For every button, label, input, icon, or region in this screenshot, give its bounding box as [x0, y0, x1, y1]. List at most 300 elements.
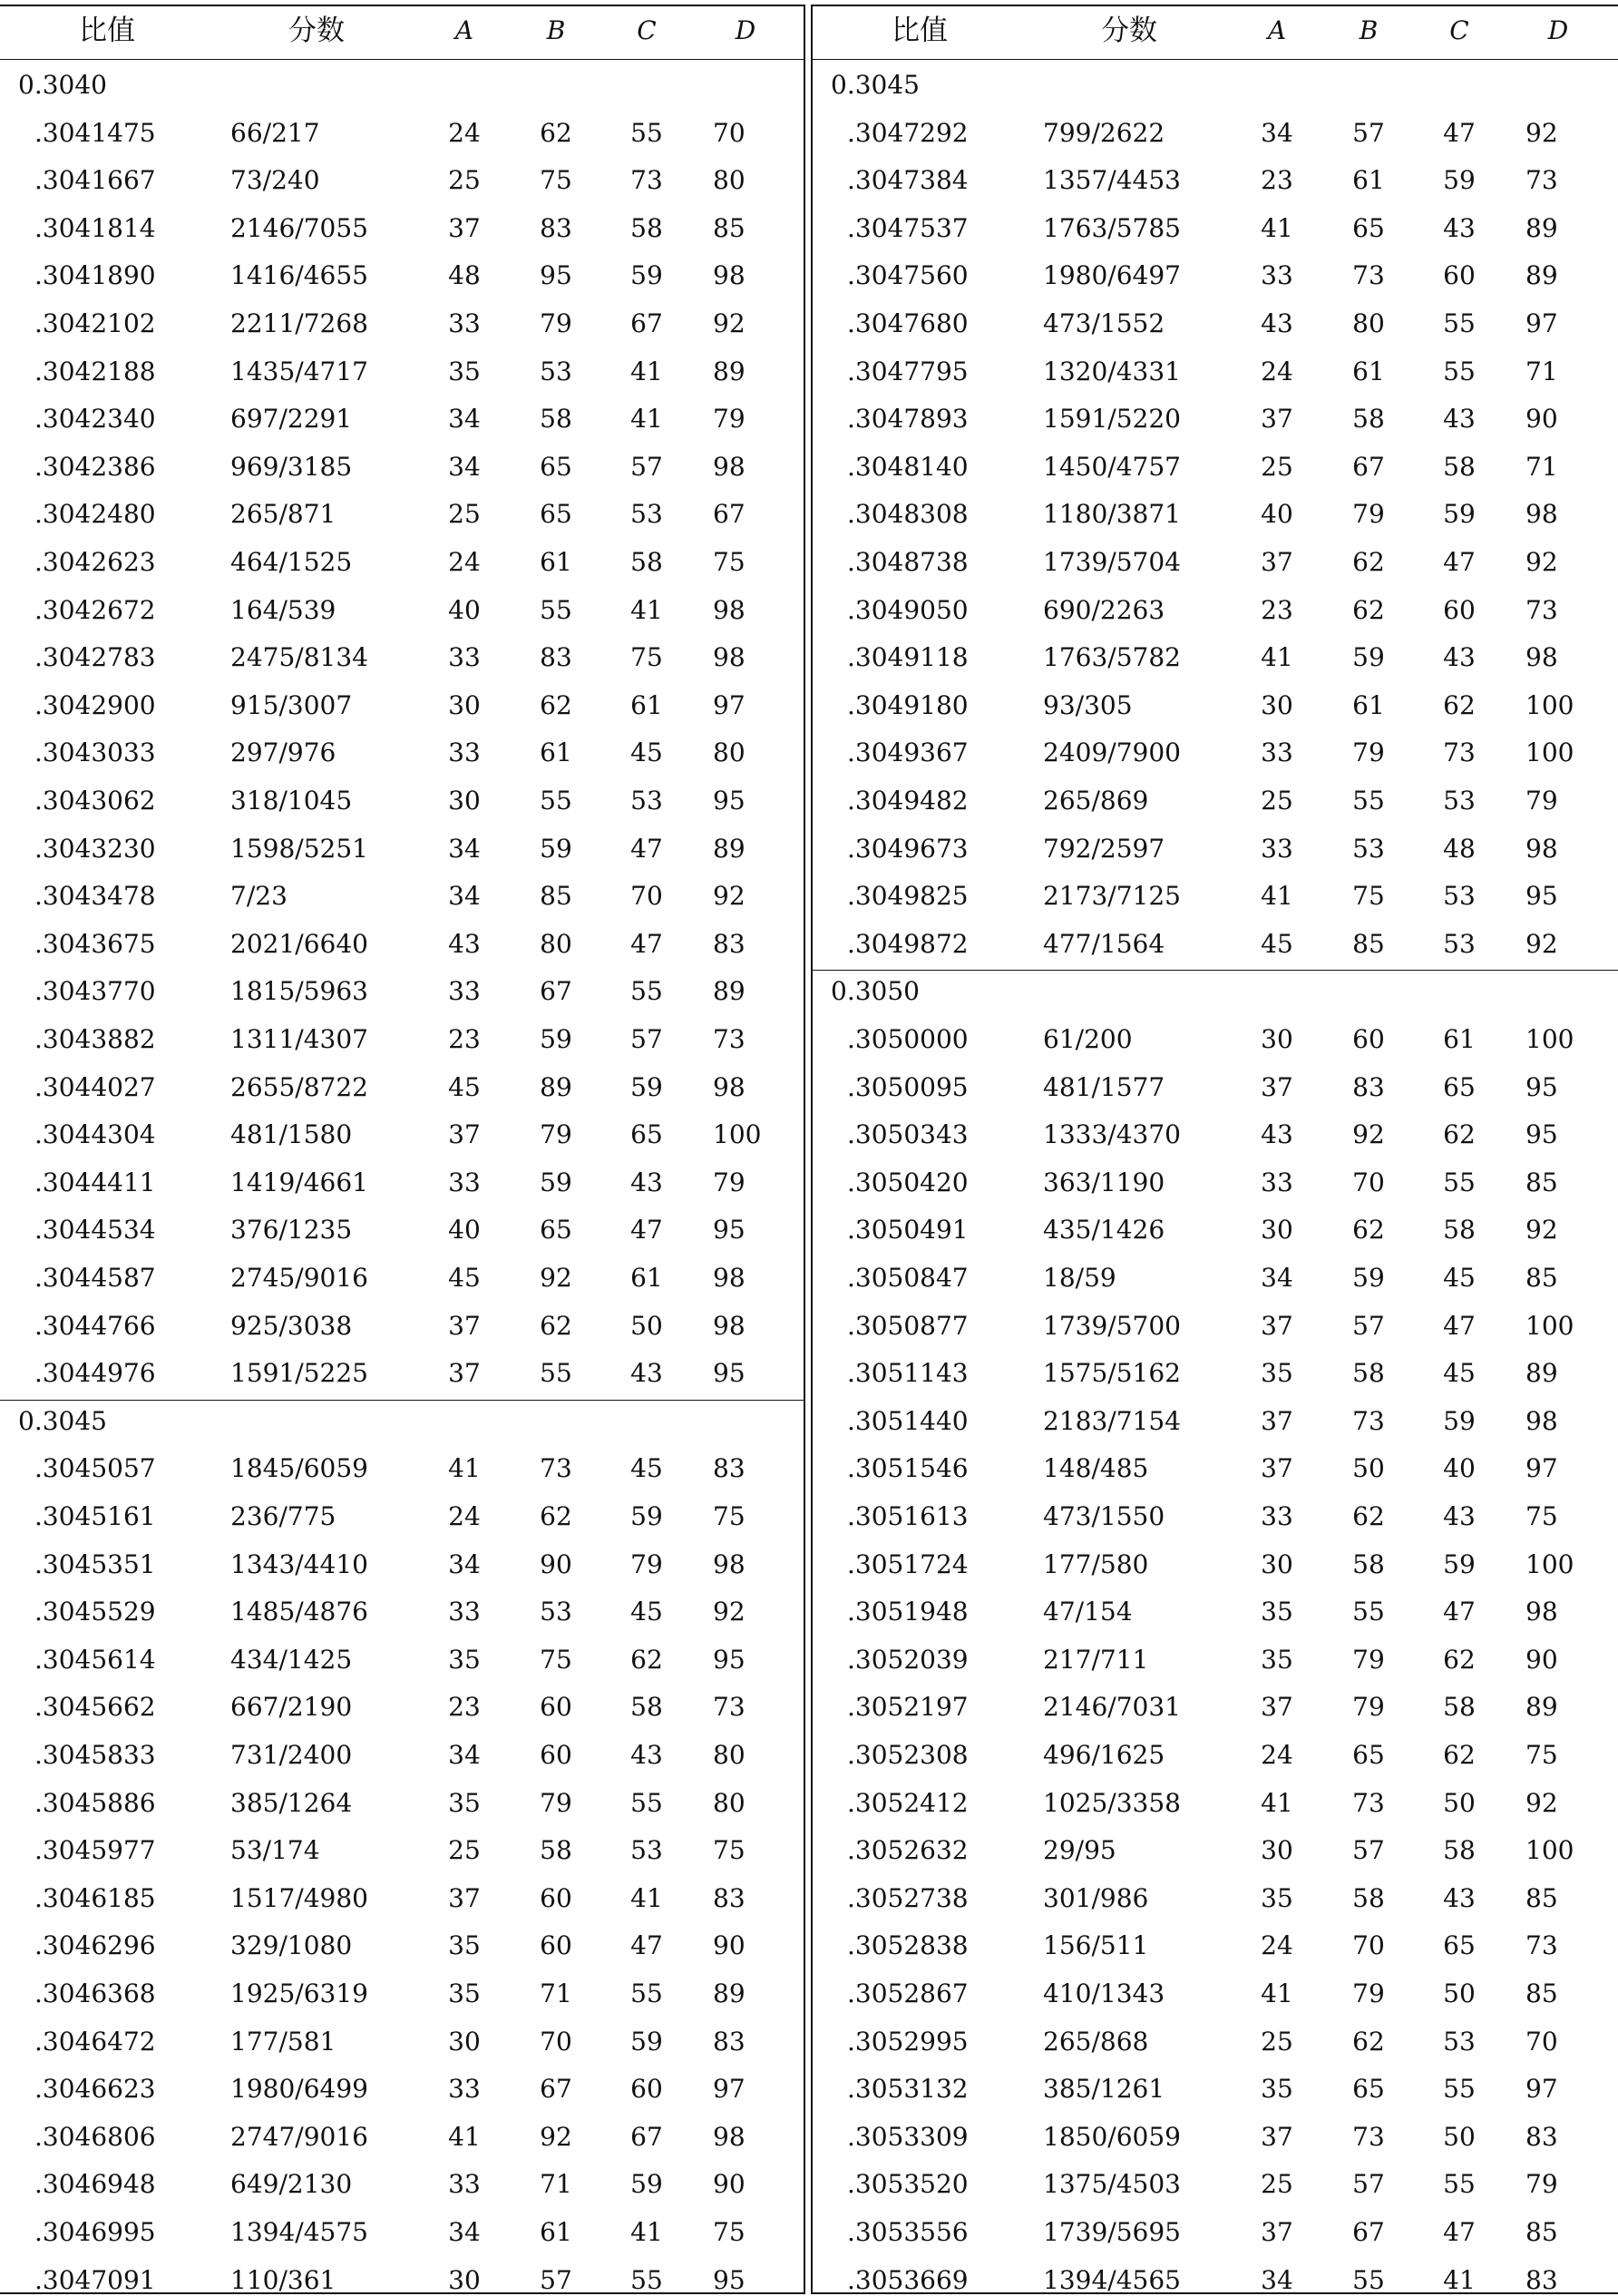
cell-frac: 156/511	[1043, 1930, 1149, 1961]
cell-d: 98	[713, 594, 746, 625]
cell-a: 34	[1261, 1263, 1293, 1293]
cell-c: 65	[1443, 1930, 1476, 1961]
cell-a: 33	[1261, 738, 1293, 768]
cell-frac: 93/305	[1043, 689, 1133, 720]
cell-ratio: .3043675	[34, 928, 156, 959]
cell-c: 45	[630, 738, 663, 768]
cell-d: 85	[1525, 1978, 1558, 2008]
cell-frac: 1763/5782	[1043, 642, 1181, 673]
cell-ratio: .3045614	[34, 1644, 156, 1675]
cell-b: 83	[540, 642, 572, 673]
cell-ratio: .3049050	[847, 594, 969, 625]
cell-frac: 731/2400	[230, 1740, 353, 1770]
cell-c: 59	[1443, 1549, 1476, 1579]
left-table-panel	[0, 0, 805, 2296]
cell-ratio: .3046296	[34, 1930, 156, 1961]
cell-c: 45	[630, 1453, 663, 1484]
cell-c: 62	[1443, 1644, 1476, 1675]
cell-ratio: .3051143	[847, 1358, 969, 1389]
cell-b: 70	[1352, 1930, 1385, 1961]
cell-b: 80	[540, 928, 572, 959]
cell-a: 45	[448, 1071, 481, 1102]
cell-b: 79	[540, 1787, 572, 1818]
cell-b: 80	[1352, 308, 1385, 338]
cell-a: 33	[1261, 1167, 1293, 1197]
cell-a: 41	[1261, 881, 1293, 912]
cell-c: 50	[630, 1310, 663, 1341]
cell-ratio: .3052039	[847, 1644, 969, 1675]
cell-c: 59	[1443, 165, 1476, 196]
cell-a: 41	[448, 1453, 481, 1484]
cell-ratio: .3047795	[847, 356, 969, 386]
table-top-rule	[813, 5, 1618, 6]
cell-b: 58	[1352, 1549, 1385, 1579]
cell-ratio: .3042102	[34, 308, 156, 338]
cell-frac: 1025/3358	[1043, 1787, 1181, 1818]
cell-c: 59	[630, 1071, 663, 1102]
cell-d: 80	[713, 738, 746, 768]
cell-a: 30	[1261, 1549, 1293, 1579]
cell-a: 35	[448, 1787, 481, 1818]
cell-c: 47	[630, 833, 663, 864]
cell-d: 92	[1525, 1787, 1558, 1818]
cell-a: 34	[448, 1740, 481, 1770]
cell-c: 43	[1443, 1501, 1476, 1531]
cell-b: 55	[540, 594, 572, 625]
cell-frac: 1435/4717	[230, 356, 368, 386]
cell-c: 53	[1443, 928, 1476, 959]
cell-frac: 477/1564	[1043, 928, 1165, 959]
cell-c: 47	[1443, 1597, 1476, 1627]
cell-ratio: .3050491	[847, 1215, 969, 1246]
cell-c: 47	[1443, 117, 1476, 148]
cell-b: 62	[540, 117, 572, 148]
cell-d: 67	[713, 499, 746, 530]
column-header-fraction: 分数	[288, 15, 345, 47]
cell-c: 45	[630, 1597, 663, 1627]
cell-a: 30	[448, 786, 481, 816]
cell-b: 79	[540, 1119, 572, 1150]
cell-a: 37	[448, 212, 481, 243]
cell-d: 80	[713, 1740, 746, 1770]
cell-d: 73	[1525, 165, 1558, 196]
cell-frac: 363/1190	[1043, 1167, 1165, 1197]
cell-c: 41	[630, 404, 663, 435]
cell-d: 73	[713, 1024, 746, 1054]
cell-b: 79	[1352, 1644, 1385, 1675]
table-header-rule	[0, 59, 805, 60]
cell-b: 89	[540, 1071, 572, 1102]
cell-frac: 297/976	[230, 738, 336, 768]
cell-d: 79	[713, 404, 746, 435]
cell-frac: 318/1045	[230, 786, 353, 816]
cell-ratio: .3052738	[847, 1882, 969, 1913]
cell-c: 58	[1443, 1215, 1476, 1246]
cell-ratio: .3049825	[847, 881, 969, 912]
cell-b: 73	[1352, 2121, 1385, 2152]
cell-d: 95	[1525, 1119, 1558, 1150]
cell-d: 85	[1525, 1882, 1558, 1913]
cell-a: 37	[1261, 1405, 1293, 1436]
cell-b: 59	[540, 833, 572, 864]
cell-d: 85	[1525, 1167, 1558, 1197]
cell-frac: 799/2622	[1043, 117, 1165, 148]
cell-c: 53	[1443, 2026, 1476, 2057]
cell-a: 43	[1261, 308, 1293, 338]
cell-d: 73	[713, 1692, 746, 1723]
cell-d: 97	[713, 689, 746, 720]
cell-c: 53	[1443, 881, 1476, 912]
cell-ratio: .3046806	[34, 2121, 156, 2152]
cell-ratio: .3052632	[847, 1835, 969, 1866]
cell-d: 90	[1525, 1644, 1558, 1675]
cell-ratio: .3046948	[34, 2169, 156, 2200]
cell-b: 79	[1352, 1978, 1385, 2008]
cell-c: 43	[1443, 212, 1476, 243]
cell-c: 50	[1443, 1978, 1476, 2008]
cell-frac: 2745/9016	[230, 1263, 368, 1293]
cell-ratio: .3047384	[847, 165, 969, 196]
cell-a: 45	[448, 1263, 481, 1293]
cell-d: 95	[713, 1215, 746, 1246]
cell-a: 33	[448, 642, 481, 673]
table-header-rule	[813, 59, 1618, 60]
cell-a: 35	[448, 1930, 481, 1961]
cell-d: 95	[713, 1358, 746, 1389]
cell-d: 95	[713, 2264, 746, 2295]
cell-frac: 2021/6640	[230, 928, 368, 959]
cell-ratio: .3042340	[34, 404, 156, 435]
cell-c: 55	[630, 1787, 663, 1818]
cell-c: 67	[630, 2121, 663, 2152]
cell-c: 58	[1443, 1835, 1476, 1866]
cell-d: 70	[713, 117, 746, 148]
cell-b: 67	[540, 976, 572, 1007]
cell-c: 79	[630, 1549, 663, 1579]
cell-c: 45	[1443, 1358, 1476, 1389]
cell-b: 92	[540, 1263, 572, 1293]
cell-c: 61	[1443, 1024, 1476, 1054]
cell-c: 43	[630, 1740, 663, 1770]
cell-d: 90	[1525, 404, 1558, 435]
column-header-c: C	[1449, 15, 1469, 45]
cell-frac: 1591/5220	[1043, 404, 1181, 435]
cell-frac: 464/1525	[230, 547, 353, 577]
cell-b: 58	[1352, 1882, 1385, 1913]
cell-frac: 473/1552	[1043, 308, 1165, 338]
cell-frac: 376/1235	[230, 1215, 353, 1246]
cell-frac: 385/1261	[1043, 2074, 1165, 2105]
cell-ratio: .3041475	[34, 117, 156, 148]
cell-b: 62	[1352, 547, 1385, 577]
cell-b: 60	[540, 1882, 572, 1913]
cell-frac: 1394/4565	[1043, 2264, 1181, 2295]
cell-ratio: .3046623	[34, 2074, 156, 2105]
cell-frac: 2183/7154	[1043, 1405, 1181, 1436]
cell-b: 73	[1352, 1787, 1385, 1818]
cell-b: 90	[540, 1549, 572, 1579]
cell-ratio: .3042623	[34, 547, 156, 577]
column-header-ratio: 比值	[79, 15, 135, 47]
cell-d: 92	[713, 1597, 746, 1627]
cell-ratio: .3046472	[34, 2026, 156, 2057]
cell-c: 53	[630, 786, 663, 816]
cell-d: 89	[1525, 212, 1558, 243]
cell-d: 83	[713, 1453, 746, 1484]
cell-ratio: .3046368	[34, 1978, 156, 2008]
cell-a: 24	[448, 547, 481, 577]
cell-ratio: .3044766	[34, 1310, 156, 1341]
cell-frac: 1333/4370	[1043, 1119, 1181, 1150]
cell-d: 75	[713, 1501, 746, 1531]
cell-d: 89	[713, 1978, 746, 2008]
cell-d: 73	[1525, 594, 1558, 625]
cell-b: 60	[540, 1740, 572, 1770]
cell-a: 34	[448, 881, 481, 912]
cell-d: 80	[713, 165, 746, 196]
cell-a: 23	[1261, 594, 1293, 625]
cell-frac: 177/580	[1043, 1549, 1149, 1579]
cell-c: 58	[1443, 1692, 1476, 1723]
cell-ratio: .3051724	[847, 1549, 969, 1579]
cell-b: 65	[1352, 2074, 1385, 2105]
cell-b: 83	[1352, 1071, 1385, 1102]
cell-ratio: .3050095	[847, 1071, 969, 1102]
cell-ratio: .3050877	[847, 1310, 969, 1341]
cell-d: 97	[1525, 1453, 1558, 1484]
cell-frac: 473/1550	[1043, 1501, 1165, 1531]
cell-frac: 1416/4655	[230, 260, 368, 291]
cell-c: 43	[1443, 404, 1476, 435]
cell-frac: 1739/5700	[1043, 1310, 1181, 1341]
cell-ratio: .3042900	[34, 689, 156, 720]
cell-c: 47	[630, 928, 663, 959]
cell-b: 57	[1352, 2169, 1385, 2200]
cell-c: 50	[1443, 2121, 1476, 2152]
cell-a: 33	[448, 1597, 481, 1627]
cell-ratio: .3041814	[34, 212, 156, 243]
cell-d: 89	[713, 833, 746, 864]
cell-c: 59	[1443, 1405, 1476, 1436]
cell-frac: 434/1425	[230, 1644, 353, 1675]
cell-a: 40	[448, 594, 481, 625]
cell-ratio: .3046185	[34, 1882, 156, 1913]
cell-b: 57	[1352, 1835, 1385, 1866]
cell-frac: 1925/6319	[230, 1978, 368, 2008]
cell-c: 55	[1443, 2169, 1476, 2200]
cell-a: 41	[1261, 1978, 1293, 2008]
cell-frac: 1180/3871	[1043, 499, 1181, 530]
cell-c: 47	[630, 1930, 663, 1961]
cell-c: 65	[630, 1119, 663, 1150]
cell-b: 55	[540, 1358, 572, 1389]
cell-b: 79	[1352, 738, 1385, 768]
cell-d: 98	[713, 451, 746, 482]
cell-c: 45	[1443, 1263, 1476, 1293]
cell-c: 59	[630, 2026, 663, 2057]
section-divider-rule	[813, 970, 1618, 971]
cell-ratio: .3052867	[847, 1978, 969, 2008]
cell-frac: 236/775	[230, 1501, 336, 1531]
cell-c: 59	[1443, 499, 1476, 530]
cell-frac: 1485/4876	[230, 1597, 368, 1627]
cell-d: 90	[713, 1930, 746, 1961]
cell-a: 37	[1261, 1071, 1293, 1102]
cell-c: 41	[630, 356, 663, 386]
cell-ratio: .3047537	[847, 212, 969, 243]
cell-a: 30	[448, 2026, 481, 2057]
cell-frac: 1375/4503	[1043, 2169, 1181, 2200]
cell-c: 67	[630, 308, 663, 338]
cell-a: 25	[1261, 2169, 1293, 2200]
cell-d: 100	[713, 1119, 762, 1150]
cell-b: 58	[540, 404, 572, 435]
cell-a: 37	[1261, 1310, 1293, 1341]
cell-a: 33	[448, 308, 481, 338]
cell-a: 30	[448, 2264, 481, 2295]
cell-ratio: .3051440	[847, 1405, 969, 1436]
cell-d: 97	[1525, 2074, 1558, 2105]
cell-a: 37	[448, 1119, 481, 1150]
cell-c: 47	[630, 1215, 663, 1246]
cell-d: 98	[1525, 499, 1558, 530]
cell-ratio: .3045833	[34, 1740, 156, 1770]
cell-a: 34	[1261, 117, 1293, 148]
cell-d: 79	[1525, 786, 1558, 816]
cell-ratio: .3048140	[847, 451, 969, 482]
cell-b: 95	[540, 260, 572, 291]
cell-frac: 2173/7125	[1043, 881, 1181, 912]
cell-a: 30	[1261, 1835, 1293, 1866]
cell-frac: 1739/5695	[1043, 2217, 1181, 2247]
cell-b: 79	[1352, 1692, 1385, 1723]
cell-d: 92	[1525, 547, 1558, 577]
cell-a: 25	[448, 1835, 481, 1866]
cell-b: 67	[540, 2074, 572, 2105]
column-header-ratio: 比值	[892, 15, 948, 47]
cell-d: 98	[1525, 1597, 1558, 1627]
cell-b: 71	[540, 1978, 572, 2008]
cell-ratio: .3049482	[847, 786, 969, 816]
cell-ratio: .3051613	[847, 1501, 969, 1531]
cell-b: 55	[1352, 2264, 1385, 2295]
cell-d: 75	[713, 547, 746, 577]
cell-ratio: .3050343	[847, 1119, 969, 1150]
cell-frac: 915/3007	[230, 689, 353, 720]
cell-a: 25	[448, 165, 481, 196]
cell-d: 98	[713, 1263, 746, 1293]
cell-c: 43	[630, 1167, 663, 1197]
cell-c: 41	[630, 2217, 663, 2247]
cell-c: 55	[1443, 2074, 1476, 2105]
cell-frac: 1980/6497	[1043, 260, 1181, 291]
cell-b: 75	[540, 165, 572, 196]
cell-b: 53	[540, 1597, 572, 1627]
cell-frac: 1575/5162	[1043, 1358, 1181, 1389]
cell-b: 65	[1352, 212, 1385, 243]
cell-ratio: .3047091	[34, 2264, 156, 2295]
cell-frac: 1850/6059	[1043, 2121, 1181, 2152]
cell-a: 33	[1261, 833, 1293, 864]
cell-ratio: .3047893	[847, 404, 969, 435]
cell-a: 25	[448, 499, 481, 530]
cell-ratio: .3045161	[34, 1501, 156, 1531]
column-header-fraction: 分数	[1101, 15, 1157, 47]
cell-d: 83	[1525, 2264, 1558, 2295]
cell-c: 57	[630, 1024, 663, 1054]
cell-d: 98	[713, 1310, 746, 1341]
cell-ratio: .3044304	[34, 1119, 156, 1150]
cell-b: 60	[540, 1930, 572, 1961]
cell-d: 83	[713, 2026, 746, 2057]
cell-b: 60	[540, 1692, 572, 1723]
cell-ratio: .3045662	[34, 1692, 156, 1723]
cell-b: 61	[1352, 356, 1385, 386]
cell-c: 62	[1443, 689, 1476, 720]
cell-d: 95	[713, 786, 746, 816]
cell-b: 57	[1352, 117, 1385, 148]
cell-frac: 1419/4661	[230, 1167, 368, 1197]
cell-a: 35	[1261, 1882, 1293, 1913]
cell-frac: 217/711	[1043, 1644, 1149, 1675]
cell-c: 57	[630, 451, 663, 482]
cell-d: 100	[1525, 738, 1574, 768]
cell-c: 70	[630, 881, 663, 912]
cell-b: 83	[540, 212, 572, 243]
cell-d: 79	[1525, 2169, 1558, 2200]
cell-b: 55	[540, 786, 572, 816]
cell-d: 83	[713, 928, 746, 959]
cell-frac: 2747/9016	[230, 2121, 368, 2152]
cell-frac: 18/59	[1043, 1263, 1116, 1293]
cell-a: 34	[448, 833, 481, 864]
cell-d: 98	[713, 642, 746, 673]
cell-b: 58	[1352, 1358, 1385, 1389]
cell-ratio: .3052995	[847, 2026, 969, 2057]
cell-a: 41	[448, 2121, 481, 2152]
cell-b: 70	[540, 2026, 572, 2057]
cell-a: 37	[448, 1882, 481, 1913]
cell-ratio: .3047680	[847, 308, 969, 338]
cell-frac: 496/1625	[1043, 1740, 1165, 1770]
cell-d: 89	[713, 356, 746, 386]
cell-c: 60	[1443, 594, 1476, 625]
cell-c: 59	[630, 1501, 663, 1531]
column-header-d: D	[1547, 15, 1569, 45]
cell-frac: 792/2597	[1043, 833, 1165, 864]
cell-b: 79	[1352, 499, 1385, 530]
column-header-b: B	[546, 15, 566, 45]
cell-d: 98	[713, 1549, 746, 1579]
cell-a: 25	[1261, 786, 1293, 816]
cell-ratio: .3049872	[847, 928, 969, 959]
cell-b: 67	[1352, 2217, 1385, 2247]
cell-b: 62	[1352, 1501, 1385, 1531]
cell-d: 75	[1525, 1740, 1558, 1770]
cell-c: 41	[630, 594, 663, 625]
cell-ratio: .3047292	[847, 117, 969, 148]
cell-c: 61	[630, 689, 663, 720]
cell-a: 30	[1261, 689, 1293, 720]
cell-c: 75	[630, 642, 663, 673]
cell-frac: 177/581	[230, 2026, 336, 2057]
cell-ratio: .3042386	[34, 451, 156, 482]
cell-c: 55	[630, 117, 663, 148]
cell-a: 41	[1261, 1787, 1293, 1818]
cell-frac: 410/1343	[1043, 1978, 1165, 2008]
section-divider-rule	[0, 1400, 805, 1401]
column-divider-right	[811, 5, 813, 2294]
